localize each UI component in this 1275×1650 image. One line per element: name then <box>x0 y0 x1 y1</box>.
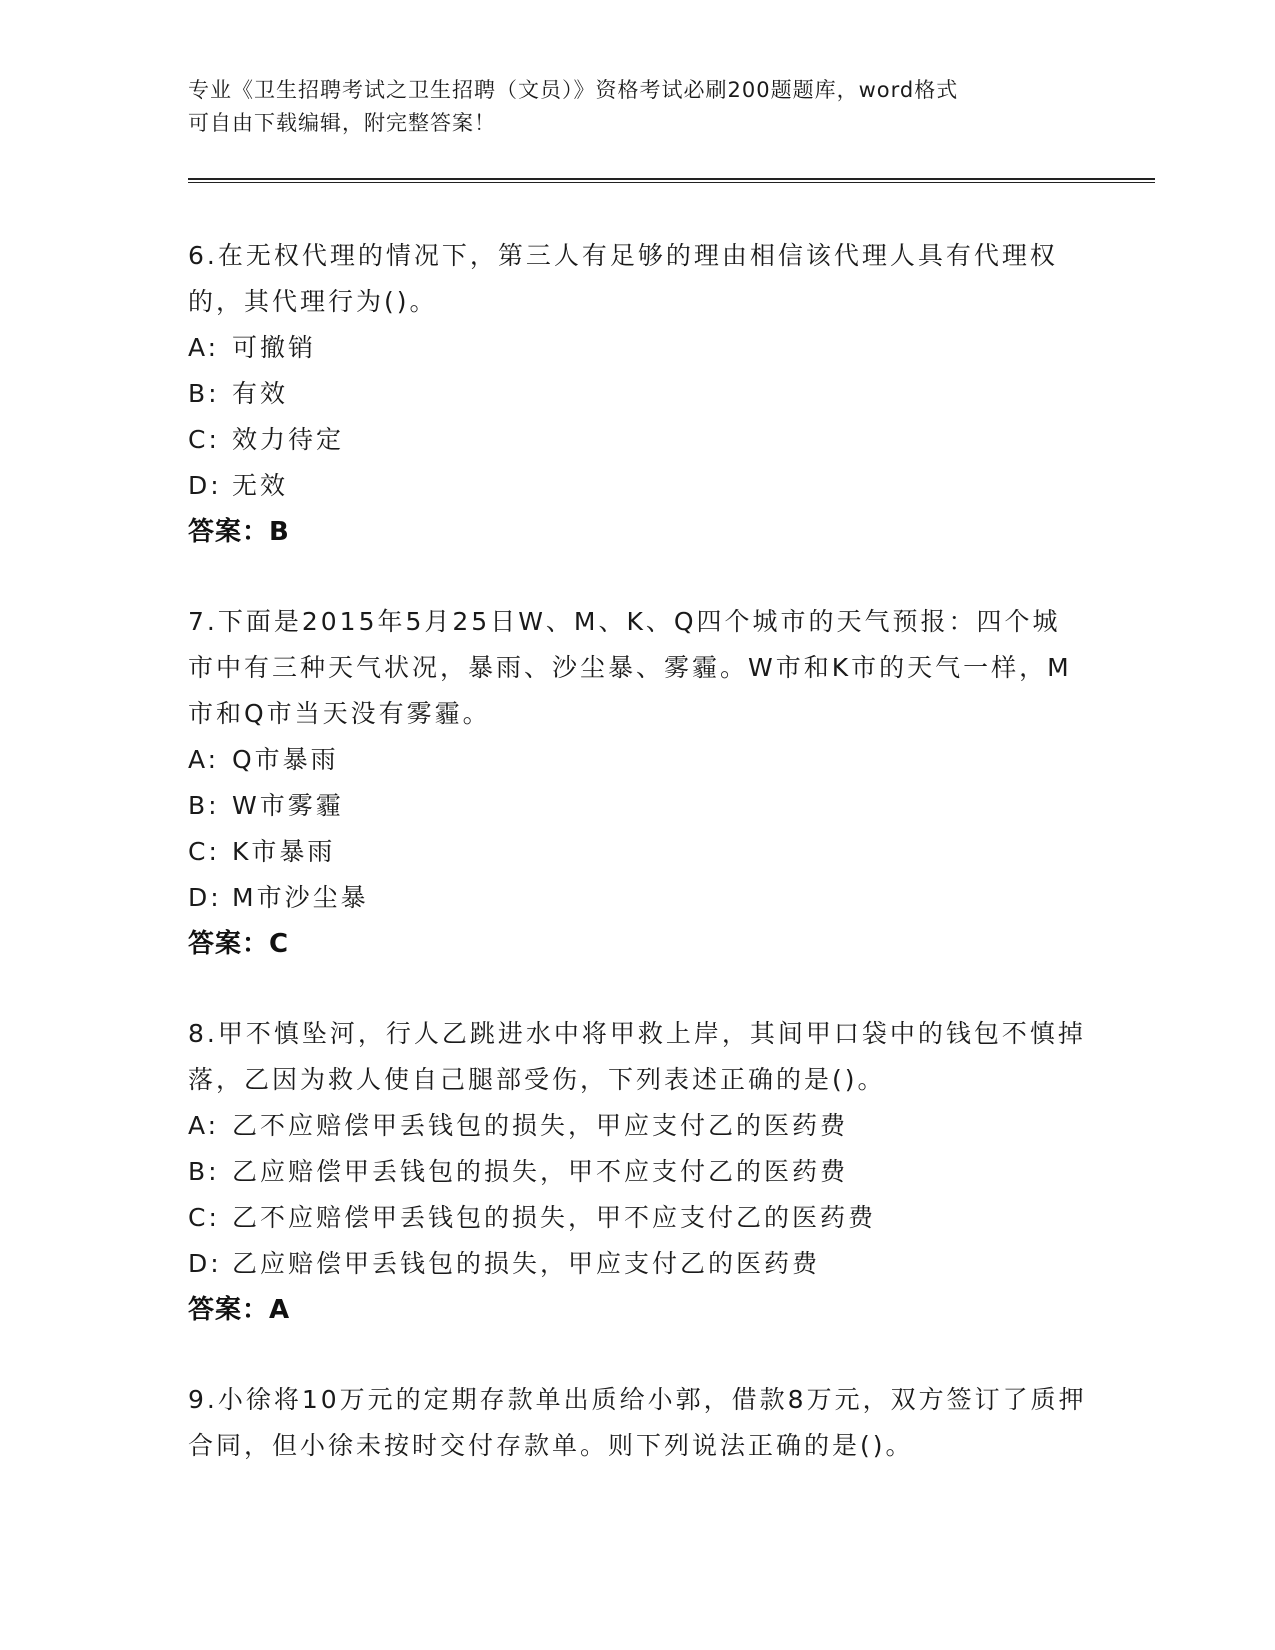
answer-line: 答案：B <box>188 517 290 547</box>
document-header <box>188 74 1088 140</box>
option-text: Q市暴雨 <box>232 745 339 774</box>
option-a <box>188 737 1088 783</box>
header-divider <box>188 178 1155 183</box>
option-key: B: <box>188 379 220 408</box>
question-6 <box>188 233 1088 555</box>
option-b <box>188 1149 1088 1195</box>
option-d <box>188 875 1088 921</box>
option-text: M市沙尘暴 <box>232 883 369 912</box>
question-stem: 7.下面是2015年5月25日W、M、K、Q四个城市的天气预报：四个城市中有三种天气状况，暴雨、沙尘暴、雾霾。W市和K市的天气一样，M市和Q市当天没有雾霾。 <box>188 607 1072 728</box>
option-key: B: <box>188 1157 220 1186</box>
question-stem: 6.在无权代理的情况下，第三人有足够的理由相信该代理人具有代理权的，其代理行为()。 <box>188 241 1058 316</box>
option-text: K市暴雨 <box>232 837 336 866</box>
question-9 <box>188 1377 1088 1469</box>
header-line-1: 专业《卫生招聘考试之卫生招聘（文员）》资格考试必刷200题题库，word格式 <box>188 78 959 102</box>
option-key: D: <box>188 1249 222 1278</box>
option-text: 有效 <box>232 379 289 408</box>
answer-line: 答案：C <box>188 929 290 959</box>
option-c <box>188 1195 1088 1241</box>
option-text: 乙不应赔偿甲丢钱包的损失，甲不应支付乙的医药费 <box>232 1203 877 1232</box>
header-line-2: 可自由下载编辑，附完整答案！ <box>188 111 496 135</box>
option-key: D: <box>188 471 222 500</box>
option-text: 效力待定 <box>232 425 345 454</box>
option-b <box>188 783 1088 829</box>
question-7 <box>188 599 1088 967</box>
option-d <box>188 463 1088 509</box>
option-key: D: <box>188 883 222 912</box>
option-text: 无效 <box>232 471 289 500</box>
option-text: 乙应赔偿甲丢钱包的损失，甲不应支付乙的医药费 <box>232 1157 849 1186</box>
answer-line: 答案：A <box>188 1295 291 1325</box>
option-text: 乙应赔偿甲丢钱包的损失，甲应支付乙的医药费 <box>232 1249 821 1278</box>
option-key: C: <box>188 837 220 866</box>
option-key: C: <box>188 425 220 454</box>
option-c <box>188 417 1088 463</box>
question-stem: 8.甲不慎坠河，行人乙跳进水中将甲救上岸，其间甲口袋中的钱包不慎掉落，乙因为救人使自己腿部受伤，下列表述正确的是()。 <box>188 1019 1086 1094</box>
question-8 <box>188 1011 1088 1333</box>
option-text: 乙不应赔偿甲丢钱包的损失，甲应支付乙的医药费 <box>232 1111 849 1140</box>
option-text: 可撤销 <box>232 333 317 362</box>
option-key: B: <box>188 791 220 820</box>
question-list <box>188 233 1088 1513</box>
option-d <box>188 1241 1088 1287</box>
option-c <box>188 829 1088 875</box>
question-stem: 9.小徐将10万元的定期存款单出质给小郭，借款8万元，双方签订了质押合同，但小徐未按时交付存款单。则下列说法正确的是()。 <box>188 1385 1087 1460</box>
option-key: A: <box>188 333 220 362</box>
option-key: A: <box>188 1111 220 1140</box>
option-key: C: <box>188 1203 220 1232</box>
option-a <box>188 1103 1088 1149</box>
option-b <box>188 371 1088 417</box>
option-key: A: <box>188 745 220 774</box>
option-text: W市雾霾 <box>232 791 344 820</box>
option-a <box>188 325 1088 371</box>
